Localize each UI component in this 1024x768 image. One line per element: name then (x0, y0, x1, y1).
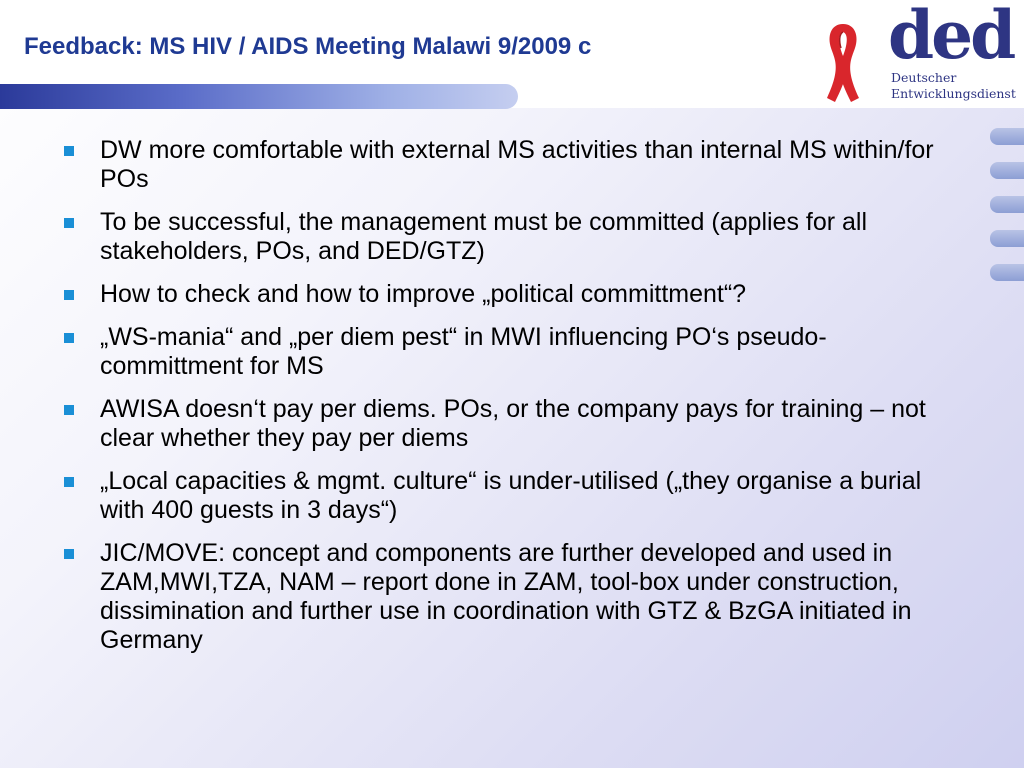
side-tab (990, 264, 1024, 281)
red-ribbon-icon (813, 18, 873, 106)
bullet-text: How to check and how to improve „political committment“? (100, 280, 747, 308)
bullet-marker-icon (64, 290, 74, 300)
bullet-text: DW more comfortable with external MS activities than internal MS within/for POs (100, 136, 934, 193)
bullet-list (62, 136, 962, 669)
title-underline-bar (0, 84, 518, 109)
bullet-item (62, 539, 962, 655)
side-tab (990, 128, 1024, 145)
slide-title: Feedback: MS HIV / AIDS Meeting Malawi 9/2009 c (24, 33, 592, 60)
bullet-item (62, 395, 962, 453)
bullet-item (62, 208, 962, 266)
side-tab (990, 162, 1024, 179)
side-tab (990, 230, 1024, 247)
bullet-marker-icon (64, 146, 74, 156)
bullet-marker-icon (64, 333, 74, 343)
bullet-marker-icon (64, 405, 74, 415)
side-tab (990, 196, 1024, 213)
bullet-text: JIC/MOVE: concept and components are further developed and used in ZAM,MWI,TZA, NAM – report done in ZAM, tool-box under construction, dissimination and further use in coordination with GTZ & BzGA initiated in Germany (100, 539, 912, 654)
slide-header (0, 0, 1024, 108)
bullet-text: AWISA doesn‘t pay per diems. POs, or the company pays for training – not clear whether they pay per diems (100, 395, 926, 452)
bullet-text: To be successful, the management must be committed (applies for all stakeholders, POs, and DED/GTZ) (100, 208, 868, 265)
ded-logo-line1: Deutscher (891, 70, 957, 85)
bullet-item (62, 467, 962, 525)
bullet-marker-icon (64, 218, 74, 228)
bullet-item (62, 280, 962, 309)
bullet-text: „WS-mania“ and „per diem pest“ in MWI influencing PO‘s pseudo-committment for MS (100, 323, 827, 380)
bullet-marker-icon (64, 549, 74, 559)
ded-logo-line2: Entwicklungsdienst (891, 86, 1016, 101)
bullet-item (62, 136, 962, 194)
side-decoration-tabs (990, 128, 1024, 298)
bullet-item (62, 323, 962, 381)
bullet-marker-icon (64, 477, 74, 487)
bullet-text: „Local capacities & mgmt. culture“ is under-utilised („they organise a burial with 400 guests in 3 days“) (100, 467, 922, 524)
ded-logo-wordmark: ded (888, 0, 1014, 74)
